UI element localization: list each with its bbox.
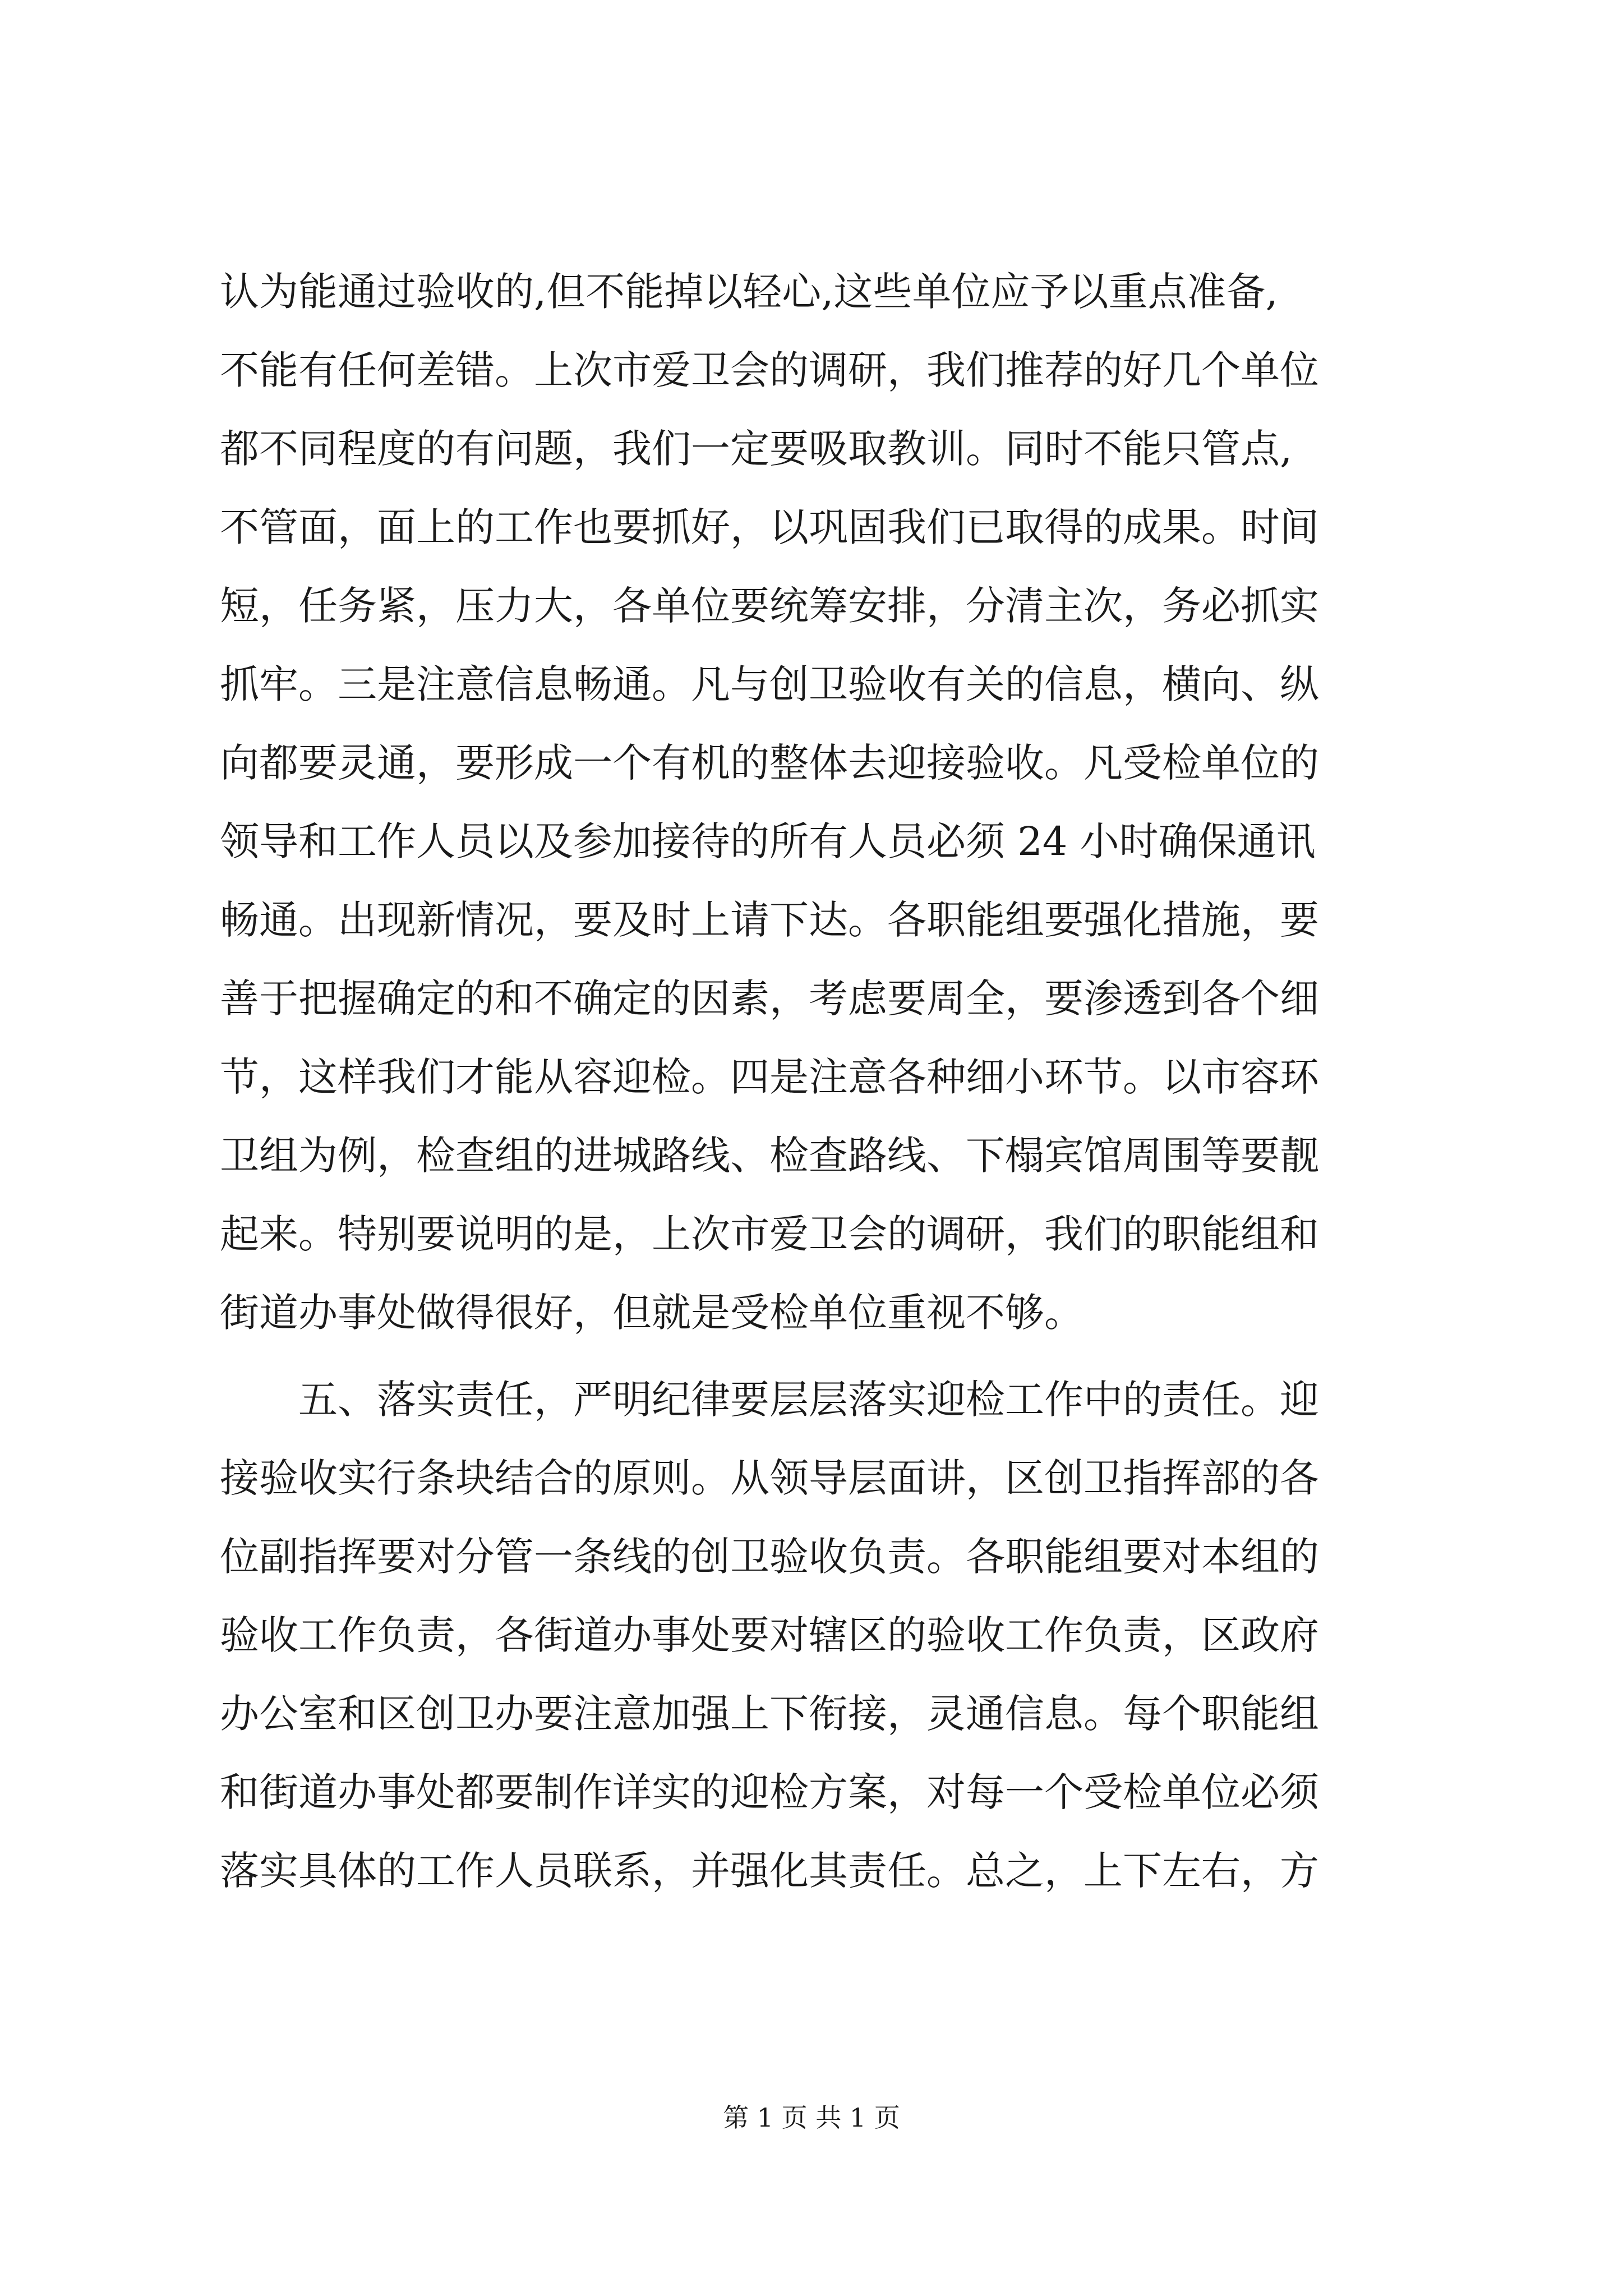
text-line: 认为能通过验收的,但不能掉以轻心,这些单位应予以重点准备,	[220, 269, 1278, 315]
text-line: 街道办事处做得很好，但就是受检单位重视不够。	[220, 1290, 1083, 1336]
text-line: 起来。特别要说明的是，上次市爱卫会的调研，我们的职能组和	[220, 1211, 1319, 1257]
text-line: 位副指挥要对分管一条线的创卫验收负责。各职能组要对本组的	[220, 1534, 1319, 1580]
text-line: 畅通。出现新情况，要及时上请下达。各职能组要强化措施，要	[220, 897, 1319, 943]
text-line: 领导和工作人员以及参加接待的所有人员必须 24 小时确保通讯	[220, 818, 1316, 864]
text-line: 节，这样我们才能从容迎检。四是注意各种细小环节。以市容环	[220, 1054, 1319, 1100]
text-line: 接验收实行条块结合的原则。从领导层面讲，区创卫指挥部的各	[220, 1455, 1319, 1501]
text-line: 验收工作负责，各街道办事处要对辖区的验收工作负责，区政府	[220, 1612, 1319, 1658]
text-line: 不能有任何差错。上次市爱卫会的调研，我们推荐的好几个单位	[220, 347, 1319, 393]
text-line: 短，任务紧，压力大，各单位要统筹安排，分清主次，务必抓实	[220, 583, 1319, 629]
text-line: 和街道办事处都要制作详实的迎检方案，对每一个受检单位必须	[220, 1769, 1319, 1815]
page-footer: 第 1 页 共 1 页	[723, 2102, 900, 2133]
text-line: 抓牢。三是注意信息畅通。凡与创卫验收有关的信息，横向、纵	[220, 661, 1319, 707]
text-line: 卫组为例，检查组的进城路线、检查路线、下榻宾馆周围等要靓	[220, 1133, 1319, 1179]
text-line: 落实具体的工作人员联系，并强化其责任。总之，上下左右，方	[220, 1848, 1319, 1894]
text-line: 不管面，面上的工作也要抓好，以巩固我们已取得的成果。时间	[220, 504, 1319, 550]
paragraph-first-line: 五、落实责任，严明纪律要层层落实迎检工作中的责任。迎	[298, 1377, 1319, 1423]
text-line: 办公室和区创卫办要注意加强上下衔接，灵通信息。每个职能组	[220, 1691, 1319, 1737]
text-line: 向都要灵通，要形成一个有机的整体去迎接验收。凡受检单位的	[220, 740, 1319, 786]
text-line: 善于把握确定的和不确定的因素，考虑要周全，要渗透到各个细	[220, 976, 1319, 1022]
text-line: 都不同程度的有问题，我们一定要吸取教训。同时不能只管点,	[220, 426, 1293, 472]
